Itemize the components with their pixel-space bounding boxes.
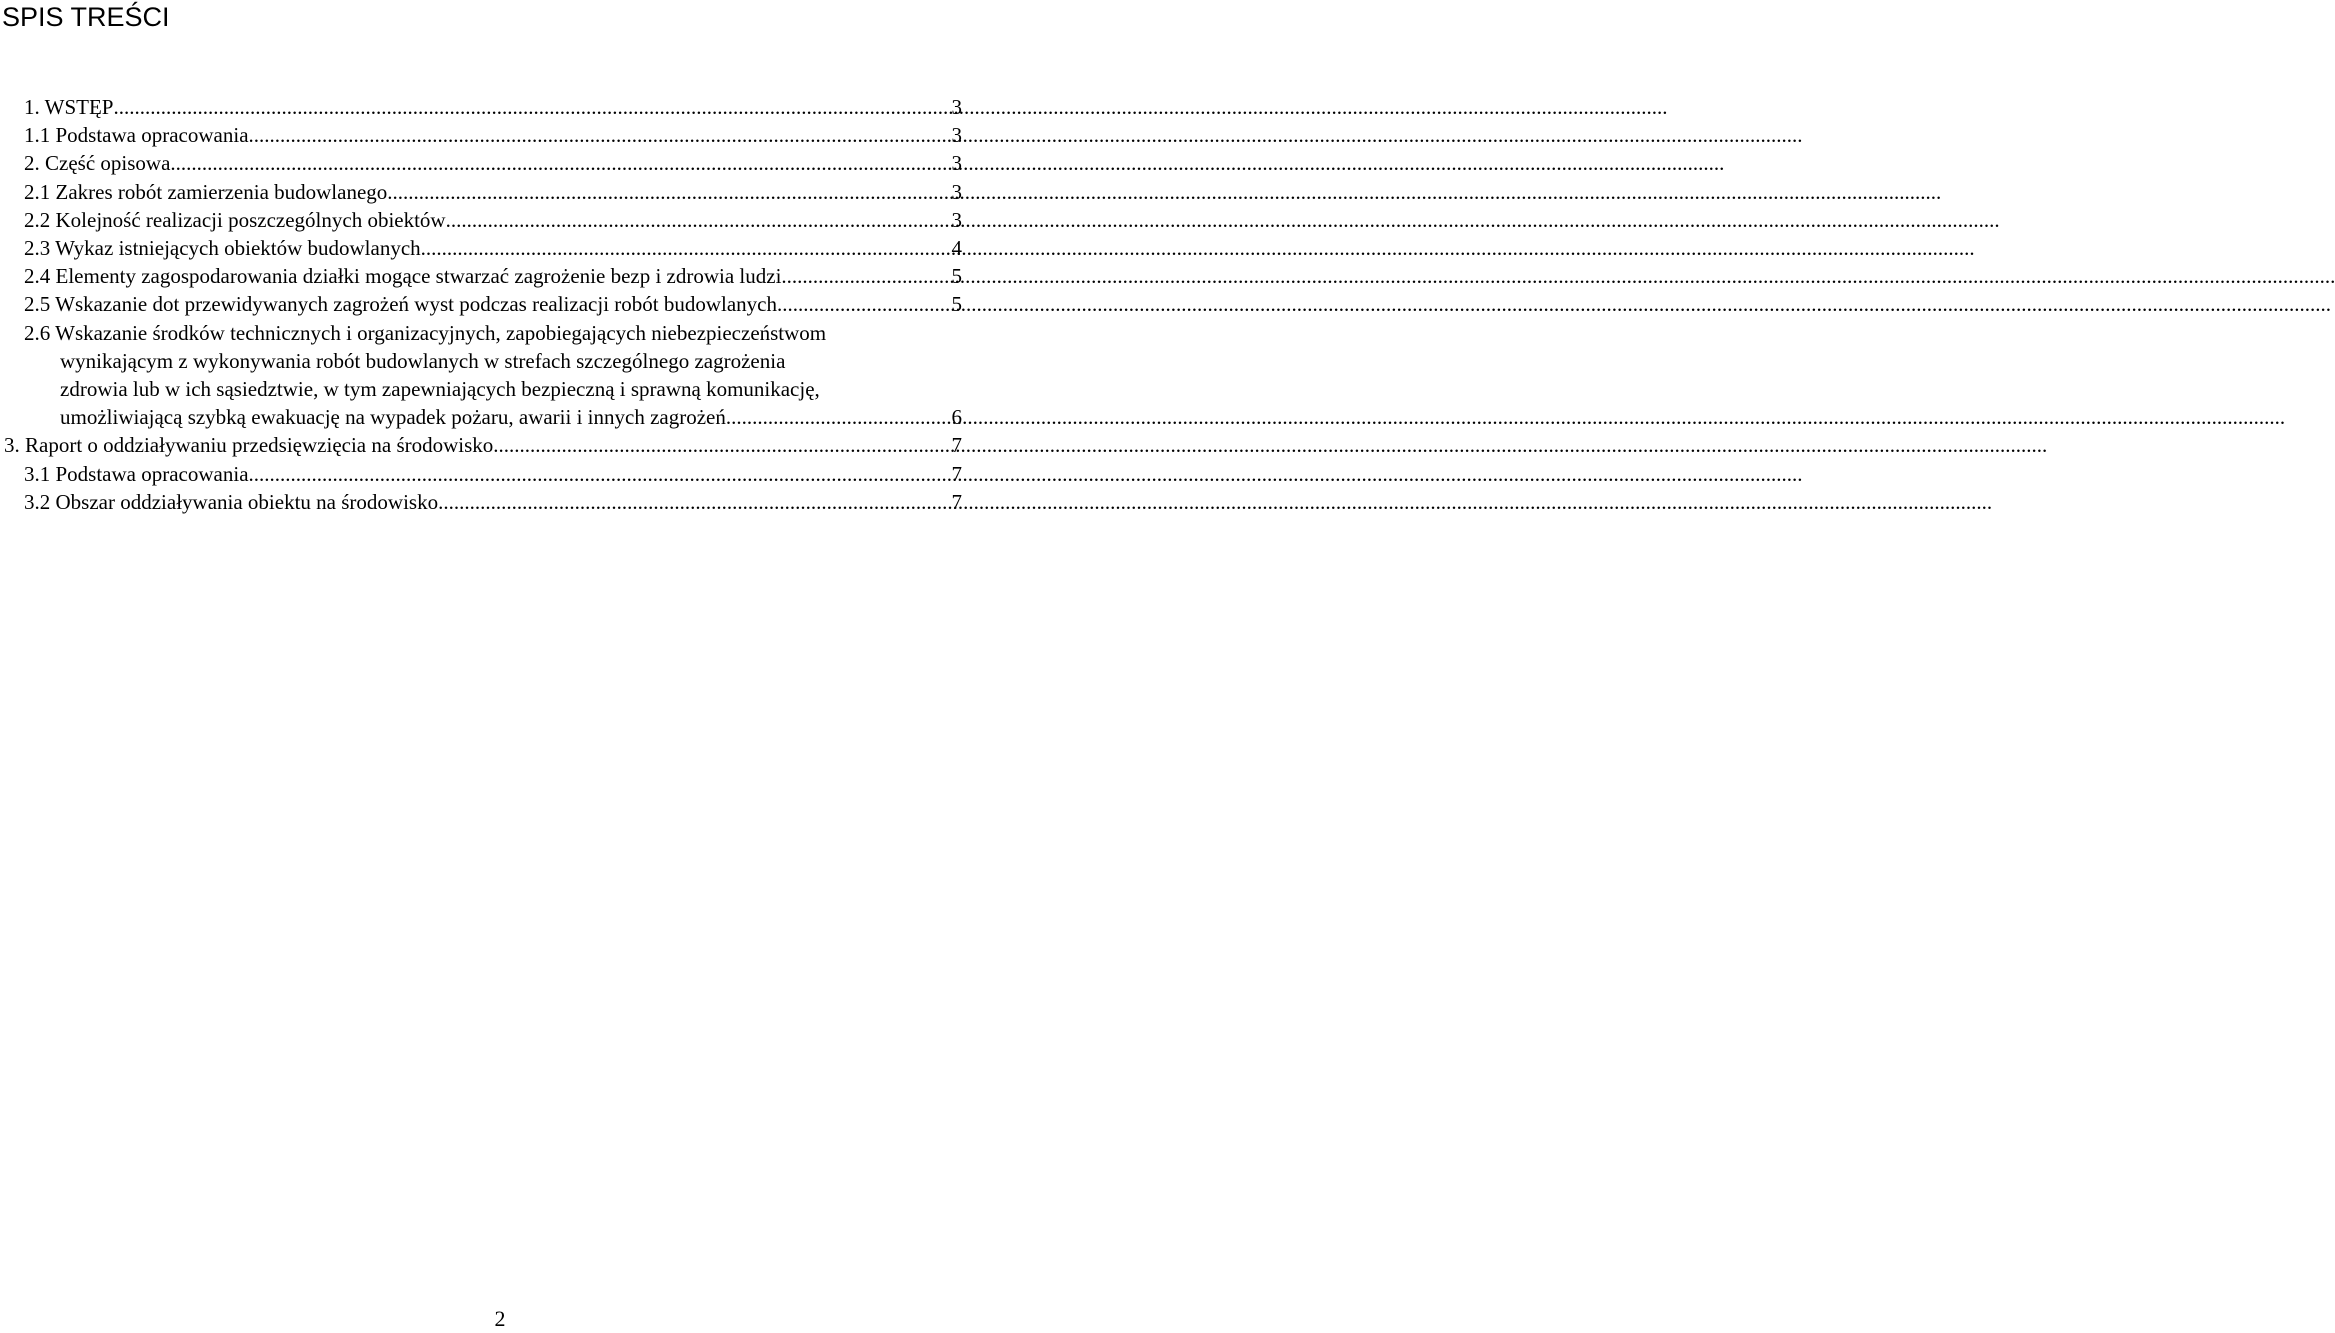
toc-entry-2[interactable] — [4, 149, 962, 177]
toc-entry-page: 3 — [951, 207, 962, 232]
dot-leader — [777, 290, 950, 318]
dot-leader — [421, 234, 950, 262]
dot-leader — [249, 460, 950, 488]
toc-entry-3[interactable] — [4, 431, 962, 459]
dot-leader — [731, 403, 950, 431]
toc-entry-page: 7 — [951, 433, 962, 458]
toc-entry-page: 7 — [951, 489, 962, 514]
toc-entry-page: 6 — [951, 405, 962, 430]
toc-entry-title: 2.2 Kolejność realizacji poszczególnych obiektów — [24, 207, 446, 232]
toc-entry-2-5[interactable] — [4, 290, 962, 318]
toc-entry-title: 2.1 Zakres robót zamierzenia budowlanego — [24, 179, 388, 204]
dot-leader — [170, 149, 950, 177]
toc-entry-1-1[interactable] — [4, 121, 962, 149]
toc-entry-title-line: 2.6 Wskazanie środków technicznych i organizacyjnych, zapobiegających niebezpieczeństwom — [24, 320, 827, 345]
toc-entry-2-2[interactable] — [4, 206, 962, 234]
toc-entry-title-line: umożliwiającą szybką ewakuację na wypadek pożaru, awarii i innych zagrożeń. — [60, 405, 732, 430]
toc-entry-title-line: zdrowia lub w ich sąsiedztwie, w tym zapewniających bezpieczną i sprawną komunikację, — [60, 377, 820, 402]
toc-entry-2-3[interactable] — [4, 234, 962, 262]
toc-entry-title: 1.1 Podstawa opracowania — [24, 123, 249, 148]
dot-leader — [493, 431, 950, 459]
toc-entry-title: 2.5 Wskazanie dot przewidywanych zagrożeń wyst podczas realizacji robót budowlanych — [24, 292, 777, 317]
dot-leader — [781, 262, 950, 290]
toc-entry-title: 3.2 Obszar oddziaływania obiektu na środowisko — [24, 489, 439, 514]
toc-entry-2-6[interactable] — [4, 319, 962, 432]
toc-entry-2-4[interactable] — [4, 262, 962, 290]
toc-entry-3-2[interactable] — [4, 488, 962, 516]
toc-entry-title: 1. WSTĘP — [24, 95, 114, 119]
dot-leader — [249, 121, 950, 149]
dot-leader — [113, 93, 950, 121]
toc-entry-title-line: wynikającym z wykonywania robót budowlanych w strefach szczególnego zagrożenia — [60, 348, 786, 373]
toc-entry-page: 7 — [951, 461, 962, 486]
toc-heading: SPIS TREŚCI — [2, 2, 170, 32]
toc-entry-title: 3.1 Podstawa opracowania — [24, 461, 249, 486]
toc-entry-3-1[interactable] — [4, 460, 962, 488]
toc-entry-page: 3 — [951, 123, 962, 148]
toc-entry-page: 3 — [951, 179, 962, 204]
dot-leader — [387, 178, 950, 206]
toc-entry-page: 5 — [951, 264, 962, 289]
toc-entry-title: 2. Część opisowa — [24, 151, 171, 176]
dot-leader — [438, 488, 950, 516]
toc-entry-title: 2.3 Wykaz istniejących obiektów budowlanych — [24, 236, 421, 261]
toc-entry-page: 3 — [951, 95, 962, 119]
dot-leader — [446, 206, 950, 234]
toc-entry-page: 4 — [951, 236, 962, 261]
toc-entry-1[interactable] — [4, 93, 962, 121]
toc-entry-page: 5 — [951, 292, 962, 317]
toc-entry-title: 2.4 Elementy zagospodarowania działki mogące stwarzać zagrożenie bezp i zdrowia ludzi — [24, 264, 782, 289]
toc-entry-page: 3 — [951, 151, 962, 176]
toc-entry-2-1[interactable] — [4, 178, 962, 206]
toc-entry-title: 3. Raport o oddziaływaniu przedsięwzięcia na środowisko — [4, 433, 494, 458]
page-number: 2 — [494, 1306, 506, 1331]
table-of-contents — [4, 93, 962, 516]
toc-entry-last-line — [24, 403, 962, 431]
